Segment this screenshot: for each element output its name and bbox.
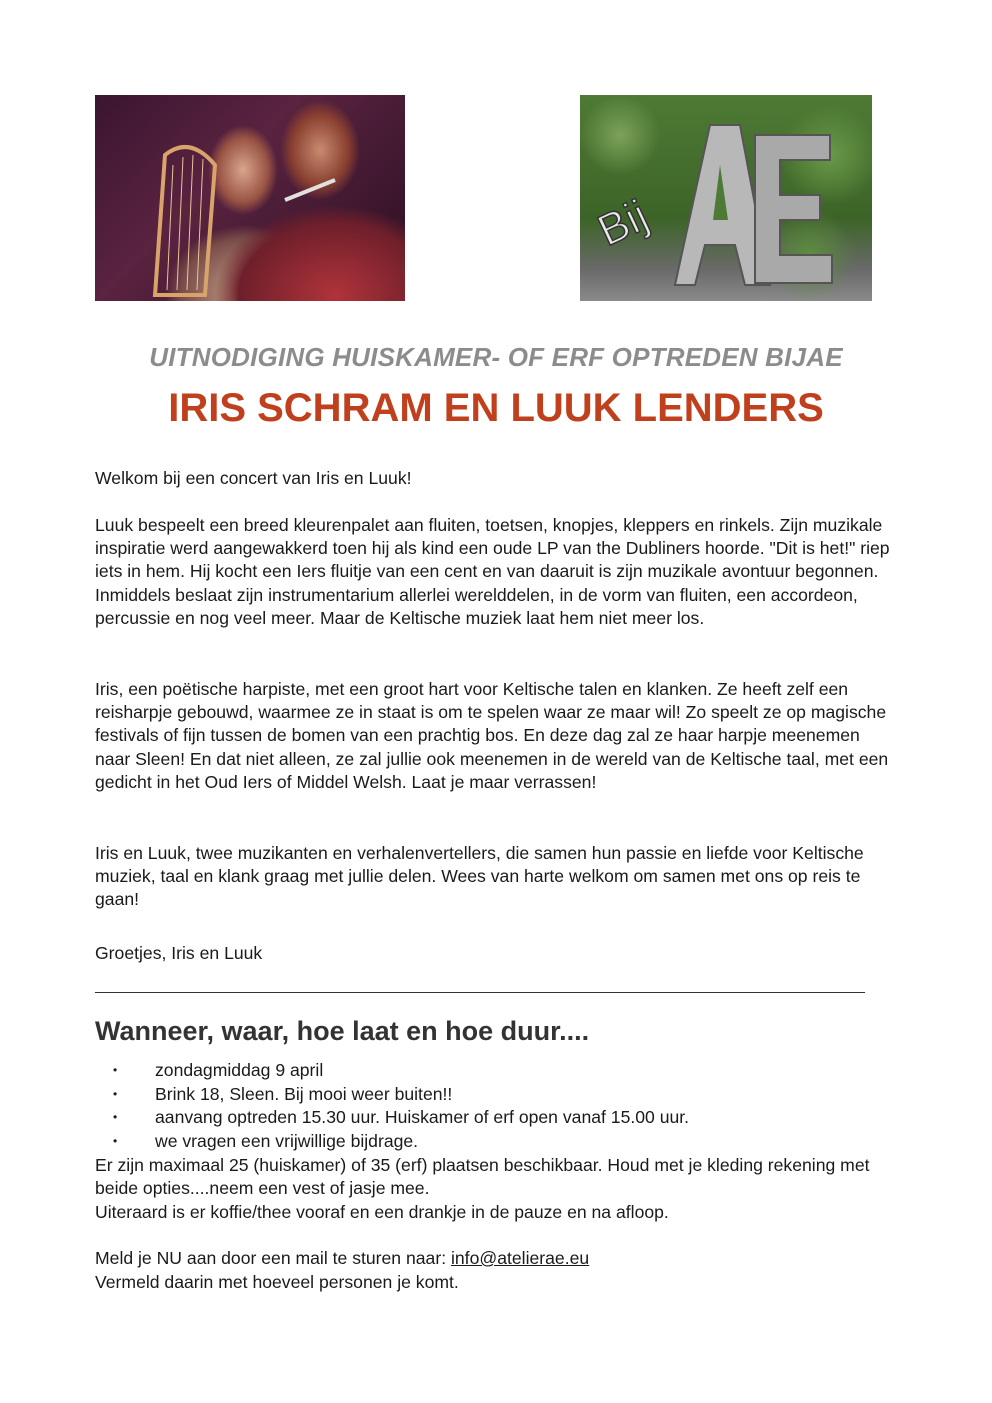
list-item: • Brink 18, Sleen. Bij mooi weer buiten!! <box>95 1083 895 1107</box>
bullet: • <box>113 1134 118 1149</box>
list-item: • zondagmiddag 9 april <box>95 1059 895 1083</box>
harp-illustration <box>95 95 405 301</box>
page-title: IRIS SCHRAM EN LUUK LENDERS <box>168 386 824 430</box>
details-list <box>95 1059 895 1154</box>
list-item: • aanvang optreden 15.30 uur. Huiskamer of erf open vanaf 15.00 uur. <box>95 1106 895 1130</box>
capacity-text: Er zijn maximaal 25 (huiskamer) of 35 (erf) plaatsen beschikbaar. Houd met je kleding rekening met beide opties....neem een vest of jasje mee. <box>95 1155 870 1199</box>
musicians-photo <box>95 95 405 301</box>
bijae-logo-photo <box>580 95 872 301</box>
bullet: • <box>113 1086 118 1101</box>
refreshments-text: Uiteraard is er koffie/thee vooraf en een drankje in de pauze en na afloop. <box>95 1202 669 1222</box>
list-item: • we vragen een vrijwillige bijdrage. <box>95 1130 895 1154</box>
bullet: • <box>113 1063 118 1077</box>
persons-text: Vermeld daarin met hoeveel personen je komt. <box>95 1272 459 1292</box>
iris-paragraph: Iris, een poëtische harpiste, met een groot hart voor Keltische talen en klanken. Ze heeft zelf een reisharpje gebouwd, waarmee ze in staat is om te spelen waar ze maar wil! Zo speelt ze op magische festivals of fijn tussen de bomen van een prachtig bos. En deze dag zal ze haar harpje meenemen naar Sleen! En dat niet alleen, ze zal jullie ook meenemen in de wereld van de Keltische taal, met een gedicht in het Oud Iers of Middel Welsh. Laat je maar verrassen! <box>95 679 889 792</box>
welcome-text: Welkom bij een concert van Iris en Luuk! <box>95 468 412 488</box>
bullet: • <box>113 1110 118 1125</box>
divider <box>95 992 865 993</box>
invitation-subtitle: UITNODIGING HUISKAMER- OF ERF OPTREDEN BIJAE <box>149 342 843 372</box>
bijae-letters <box>580 95 872 301</box>
details-heading: Wanneer, waar, hoe laat en hoe duur.... <box>95 1016 590 1046</box>
logo-lettering: Bij <box>590 190 656 256</box>
together-paragraph: Iris en Luuk, twee muzikanten en verhalenvertellers, die samen hun passie en liefde voor Keltische muziek, taal en klank graag met jullie delen. Wees van harte welkom om samen met ons op reis te gaan! <box>95 843 864 910</box>
greeting-text: Groetjes, Iris en Luuk <box>95 943 263 963</box>
signup-text: Meld je NU aan door een mail te sturen naar: info@atelierae.eu <box>95 1248 590 1268</box>
email-link[interactable]: info@atelierae.eu <box>450 1248 590 1268</box>
luuk-paragraph: Luuk bespeelt een breed kleurenpalet aan fluiten, toetsen, knopjes, kleppers en rinkels. Zijn muzikale inspiratie werd aangewakkerd toen hij als kind een oude LP van the Dubliners hoorde. "Dit is het!" riep iets in hem. Hij kocht een Iers fluitje van een cent en van daaruit is zijn muzikale avontuur begonnen. Inmiddels beslaat zijn instrumentarium allerlei werelddelen, in de vorm van fluiten, een accordeon, percussie en nog veel meer. Maar de Keltische muziek laat hem niet meer los. <box>95 515 890 628</box>
